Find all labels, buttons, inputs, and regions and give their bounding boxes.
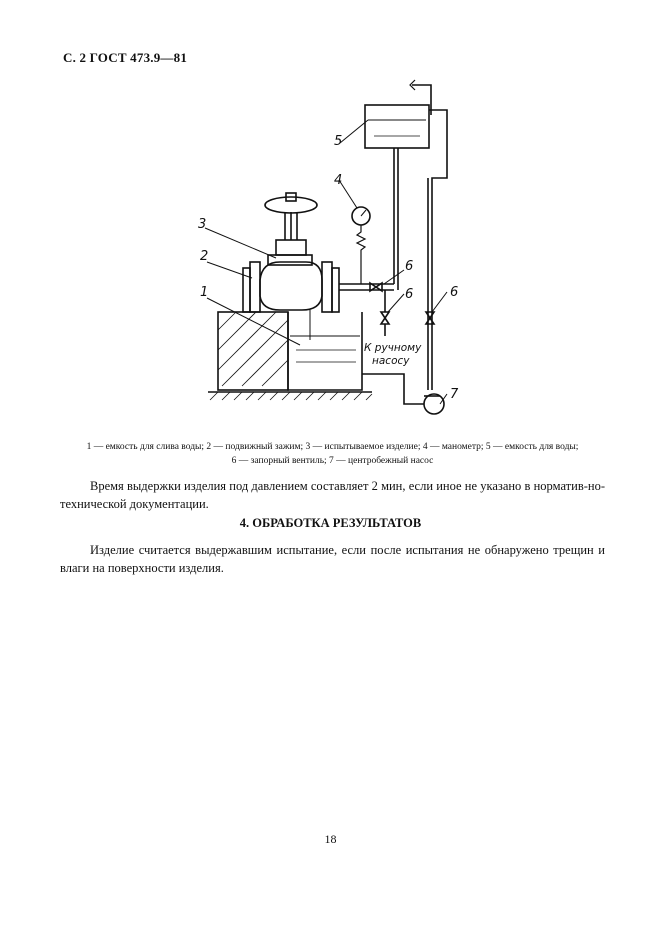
label-1: 1 (200, 285, 209, 300)
handwheel (265, 197, 317, 213)
section-title: 4. ОБРАБОТКА РЕЗУЛЬТАТОВ (239, 516, 422, 530)
page-number: 18 (324, 832, 337, 846)
pump-note-line1: К ручному (364, 342, 422, 354)
pump-note-line2: насосу (372, 355, 410, 367)
label-6-right: 6 (450, 285, 459, 300)
paragraph-hold-time: Время выдержки изделия под давлением составляет 2 мин, если иное не указано в норматив-но-технической документации. (60, 479, 605, 511)
movable-clamp (250, 262, 260, 312)
tested-valve (260, 262, 322, 310)
paragraph-result: Изделие считается выдержавшим испытание, если после испытания не обнаружено трещин и влаги на поверхности изделия. (60, 543, 605, 575)
centrifugal-pump (424, 394, 444, 414)
label-6-top: 6 (405, 259, 414, 274)
label-5: 5 (334, 134, 343, 149)
caption-line-1: 1 — емкость для слива воды; 2 — подвижный зажим; 3 — испытываемое изделие; 4 — манометр; 5 — емкость для воды; (86, 442, 579, 452)
page-header: С. 2 ГОСТ 473.9—81 (63, 50, 188, 65)
caption-line-2: 6 — запорный вентиль; 7 — центробежный насос (231, 456, 434, 466)
drain-tank (288, 312, 362, 390)
label-3: 3 (198, 217, 207, 232)
label-2: 2 (200, 249, 209, 264)
label-6-mid: 6 (405, 287, 414, 302)
label-4: 4 (334, 173, 343, 188)
water-tank (365, 105, 429, 148)
shutoff-valve-mid (381, 312, 389, 324)
figure-caption (60, 440, 605, 468)
test-rig-diagram (0, 0, 661, 440)
label-7: 7 (450, 387, 459, 402)
